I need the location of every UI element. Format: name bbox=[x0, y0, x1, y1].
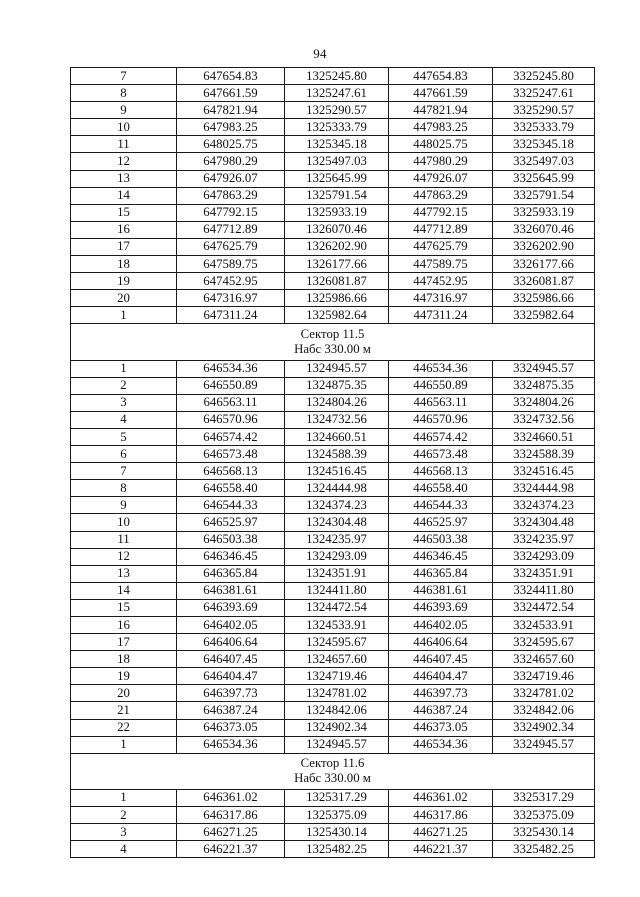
x-msk-cell: 446393.69 bbox=[389, 599, 493, 616]
x-msk-cell: 447712.89 bbox=[389, 221, 493, 238]
y-msk-cell: 3325333.79 bbox=[493, 119, 595, 136]
point-number-cell: 5 bbox=[71, 428, 177, 445]
y-msk-cell: 3324781.02 bbox=[493, 685, 595, 702]
point-number-cell: 8 bbox=[71, 85, 177, 102]
x-coordinate-cell: 646534.36 bbox=[177, 360, 285, 377]
table-row bbox=[71, 634, 595, 651]
coordinates-table bbox=[70, 67, 595, 858]
point-number-cell: 1 bbox=[71, 360, 177, 377]
x-coordinate-cell: 646574.42 bbox=[177, 428, 285, 445]
point-number-cell: 18 bbox=[71, 651, 177, 668]
x-msk-cell: 447863.29 bbox=[389, 187, 493, 204]
y-coordinate-cell: 1324304.48 bbox=[285, 514, 389, 531]
table-row bbox=[71, 651, 595, 668]
table-row bbox=[71, 307, 595, 324]
x-msk-cell: 446568.13 bbox=[389, 463, 493, 480]
table-row bbox=[71, 565, 595, 582]
table-row bbox=[71, 290, 595, 307]
x-coordinate-cell: 647712.89 bbox=[177, 221, 285, 238]
y-msk-cell: 3325245.80 bbox=[493, 68, 595, 85]
y-coordinate-cell: 1324945.57 bbox=[285, 736, 389, 753]
x-coordinate-cell: 647625.79 bbox=[177, 238, 285, 255]
table-row bbox=[71, 789, 595, 806]
y-msk-cell: 3325791.54 bbox=[493, 187, 595, 204]
y-coordinate-cell: 1324842.06 bbox=[285, 702, 389, 719]
y-coordinate-cell: 1325290.57 bbox=[285, 102, 389, 119]
sector-header-row bbox=[71, 324, 595, 360]
y-msk-cell: 3324842.06 bbox=[493, 702, 595, 719]
x-msk-cell: 446525.97 bbox=[389, 514, 493, 531]
y-msk-cell: 3324235.97 bbox=[493, 531, 595, 548]
table-row bbox=[71, 514, 595, 531]
table-row bbox=[71, 428, 595, 445]
y-coordinate-cell: 1324902.34 bbox=[285, 719, 389, 736]
y-coordinate-cell: 1325345.18 bbox=[285, 136, 389, 153]
x-msk-cell: 446558.40 bbox=[389, 480, 493, 497]
x-coordinate-cell: 647452.95 bbox=[177, 273, 285, 290]
page-number: 94 bbox=[313, 46, 327, 61]
point-number-cell: 12 bbox=[71, 548, 177, 565]
x-coordinate-cell: 646361.02 bbox=[177, 789, 285, 806]
sector-absolute-height: Набс 330.00 м bbox=[294, 771, 371, 786]
table-row bbox=[71, 377, 595, 394]
y-msk-cell: 3324945.57 bbox=[493, 736, 595, 753]
x-msk-cell: 447452.95 bbox=[389, 273, 493, 290]
point-number-cell: 4 bbox=[71, 841, 177, 858]
point-number-cell: 3 bbox=[71, 824, 177, 841]
table-row bbox=[71, 204, 595, 221]
x-coordinate-cell: 647792.15 bbox=[177, 204, 285, 221]
point-number-cell: 15 bbox=[71, 204, 177, 221]
y-coordinate-cell: 1325933.19 bbox=[285, 204, 389, 221]
y-coordinate-cell: 1324781.02 bbox=[285, 685, 389, 702]
table-row bbox=[71, 702, 595, 719]
x-coordinate-cell: 646373.05 bbox=[177, 719, 285, 736]
table-row bbox=[71, 273, 595, 290]
sector-absolute-height: Набс 330.00 м bbox=[294, 342, 371, 356]
point-number-cell: 11 bbox=[71, 531, 177, 548]
x-coordinate-cell: 646365.84 bbox=[177, 565, 285, 582]
y-coordinate-cell: 1324351.91 bbox=[285, 565, 389, 582]
coordinates-table-body bbox=[71, 68, 595, 858]
x-coordinate-cell: 647316.97 bbox=[177, 290, 285, 307]
x-msk-cell: 447625.79 bbox=[389, 238, 493, 255]
y-coordinate-cell: 1324444.98 bbox=[285, 480, 389, 497]
table-row bbox=[71, 736, 595, 753]
y-coordinate-cell: 1325482.25 bbox=[285, 841, 389, 858]
x-msk-cell: 446570.96 bbox=[389, 411, 493, 428]
x-msk-cell: 446407.45 bbox=[389, 651, 493, 668]
sector-title: Сектор 11.6 bbox=[300, 755, 365, 770]
sector-title: Сектор 11.5 bbox=[300, 326, 365, 341]
y-coordinate-cell: 1324595.67 bbox=[285, 634, 389, 651]
point-number-cell: 9 bbox=[71, 102, 177, 119]
table-row bbox=[71, 411, 595, 428]
y-msk-cell: 3324595.67 bbox=[493, 634, 595, 651]
x-coordinate-cell: 646570.96 bbox=[177, 411, 285, 428]
y-coordinate-cell: 1324732.56 bbox=[285, 411, 389, 428]
y-coordinate-cell: 1324588.39 bbox=[285, 446, 389, 463]
x-msk-cell: 447316.97 bbox=[389, 290, 493, 307]
x-msk-cell: 446563.11 bbox=[389, 394, 493, 411]
point-number-cell: 11 bbox=[71, 136, 177, 153]
x-msk-cell: 446381.61 bbox=[389, 582, 493, 599]
point-number-cell: 6 bbox=[71, 446, 177, 463]
point-number-cell: 1 bbox=[71, 789, 177, 806]
table-row bbox=[71, 85, 595, 102]
y-msk-cell: 3325497.03 bbox=[493, 153, 595, 170]
y-coordinate-cell: 1324719.46 bbox=[285, 668, 389, 685]
point-number-cell: 10 bbox=[71, 514, 177, 531]
point-number-cell: 1 bbox=[71, 307, 177, 324]
x-coordinate-cell: 646558.40 bbox=[177, 480, 285, 497]
table-row bbox=[71, 394, 595, 411]
point-number-cell: 12 bbox=[71, 153, 177, 170]
x-msk-cell: 446544.33 bbox=[389, 497, 493, 514]
x-coordinate-cell: 648025.75 bbox=[177, 136, 285, 153]
point-number-cell: 17 bbox=[71, 238, 177, 255]
y-msk-cell: 3324804.26 bbox=[493, 394, 595, 411]
x-coordinate-cell: 646271.25 bbox=[177, 824, 285, 841]
y-coordinate-cell: 1326070.46 bbox=[285, 221, 389, 238]
point-number-cell: 19 bbox=[71, 668, 177, 685]
y-msk-cell: 3324657.60 bbox=[493, 651, 595, 668]
table-row bbox=[71, 807, 595, 824]
x-msk-cell: 447654.83 bbox=[389, 68, 493, 85]
x-msk-cell: 446365.84 bbox=[389, 565, 493, 582]
point-number-cell: 13 bbox=[71, 170, 177, 187]
x-coordinate-cell: 646406.64 bbox=[177, 634, 285, 651]
y-msk-cell: 3325375.09 bbox=[493, 807, 595, 824]
x-coordinate-cell: 647654.83 bbox=[177, 68, 285, 85]
y-msk-cell: 3324660.51 bbox=[493, 428, 595, 445]
point-number-cell: 14 bbox=[71, 582, 177, 599]
y-msk-cell: 3326202.90 bbox=[493, 238, 595, 255]
y-coordinate-cell: 1324516.45 bbox=[285, 463, 389, 480]
x-msk-cell: 446406.64 bbox=[389, 634, 493, 651]
x-coordinate-cell: 646221.37 bbox=[177, 841, 285, 858]
table-row bbox=[71, 187, 595, 204]
x-coordinate-cell: 646317.86 bbox=[177, 807, 285, 824]
y-msk-cell: 3324902.34 bbox=[493, 719, 595, 736]
x-msk-cell: 446221.37 bbox=[389, 841, 493, 858]
x-msk-cell: 446573.48 bbox=[389, 446, 493, 463]
y-msk-cell: 3324444.98 bbox=[493, 480, 595, 497]
table-row bbox=[71, 256, 595, 273]
point-number-cell: 4 bbox=[71, 411, 177, 428]
x-coordinate-cell: 646563.11 bbox=[177, 394, 285, 411]
y-coordinate-cell: 1326202.90 bbox=[285, 238, 389, 255]
y-msk-cell: 3324875.35 bbox=[493, 377, 595, 394]
point-number-cell: 15 bbox=[71, 599, 177, 616]
x-msk-cell: 447983.25 bbox=[389, 119, 493, 136]
x-msk-cell: 446574.42 bbox=[389, 428, 493, 445]
y-coordinate-cell: 1324804.26 bbox=[285, 394, 389, 411]
point-number-cell: 20 bbox=[71, 685, 177, 702]
x-coordinate-cell: 647589.75 bbox=[177, 256, 285, 273]
x-msk-cell: 447311.24 bbox=[389, 307, 493, 324]
table-row bbox=[71, 136, 595, 153]
point-number-cell: 19 bbox=[71, 273, 177, 290]
point-number-cell: 2 bbox=[71, 377, 177, 394]
y-msk-cell: 3324588.39 bbox=[493, 446, 595, 463]
table-row bbox=[71, 102, 595, 119]
y-coordinate-cell: 1325375.09 bbox=[285, 807, 389, 824]
table-row bbox=[71, 841, 595, 858]
point-number-cell: 14 bbox=[71, 187, 177, 204]
y-msk-cell: 3324732.56 bbox=[493, 411, 595, 428]
y-coordinate-cell: 1324533.91 bbox=[285, 617, 389, 634]
x-coordinate-cell: 646397.73 bbox=[177, 685, 285, 702]
x-msk-cell: 446402.05 bbox=[389, 617, 493, 634]
x-msk-cell: 447661.59 bbox=[389, 85, 493, 102]
table-row bbox=[71, 463, 595, 480]
y-coordinate-cell: 1326081.87 bbox=[285, 273, 389, 290]
point-number-cell: 2 bbox=[71, 807, 177, 824]
table-row bbox=[71, 238, 595, 255]
table-row bbox=[71, 221, 595, 238]
x-coordinate-cell: 646404.47 bbox=[177, 668, 285, 685]
x-msk-cell: 446503.38 bbox=[389, 531, 493, 548]
y-coordinate-cell: 1325645.99 bbox=[285, 170, 389, 187]
table-row bbox=[71, 531, 595, 548]
point-number-cell: 18 bbox=[71, 256, 177, 273]
y-msk-cell: 3325290.57 bbox=[493, 102, 595, 119]
y-coordinate-cell: 1325333.79 bbox=[285, 119, 389, 136]
y-msk-cell: 3325982.64 bbox=[493, 307, 595, 324]
y-coordinate-cell: 1324660.51 bbox=[285, 428, 389, 445]
x-msk-cell: 447926.07 bbox=[389, 170, 493, 187]
y-msk-cell: 3324374.23 bbox=[493, 497, 595, 514]
y-msk-cell: 3325482.25 bbox=[493, 841, 595, 858]
x-coordinate-cell: 646525.97 bbox=[177, 514, 285, 531]
x-msk-cell: 446317.86 bbox=[389, 807, 493, 824]
table-row bbox=[71, 170, 595, 187]
table-row bbox=[71, 548, 595, 565]
point-number-cell: 7 bbox=[71, 68, 177, 85]
y-coordinate-cell: 1325247.61 bbox=[285, 85, 389, 102]
y-coordinate-cell: 1324293.09 bbox=[285, 548, 389, 565]
x-coordinate-cell: 647311.24 bbox=[177, 307, 285, 324]
y-msk-cell: 3324293.09 bbox=[493, 548, 595, 565]
sector-header-row bbox=[71, 753, 595, 789]
table-row bbox=[71, 582, 595, 599]
x-msk-cell: 446373.05 bbox=[389, 719, 493, 736]
table-row bbox=[71, 480, 595, 497]
x-msk-cell: 447589.75 bbox=[389, 256, 493, 273]
x-coordinate-cell: 646346.45 bbox=[177, 548, 285, 565]
y-msk-cell: 3325317.29 bbox=[493, 789, 595, 806]
x-coordinate-cell: 646573.48 bbox=[177, 446, 285, 463]
point-number-cell: 1 bbox=[71, 736, 177, 753]
y-msk-cell: 3325986.66 bbox=[493, 290, 595, 307]
table-row bbox=[71, 599, 595, 616]
x-coordinate-cell: 646387.24 bbox=[177, 702, 285, 719]
y-msk-cell: 3324533.91 bbox=[493, 617, 595, 634]
y-msk-cell: 3326081.87 bbox=[493, 273, 595, 290]
x-msk-cell: 446550.89 bbox=[389, 377, 493, 394]
table-row bbox=[71, 360, 595, 377]
x-msk-cell: 446346.45 bbox=[389, 548, 493, 565]
y-msk-cell: 3325430.14 bbox=[493, 824, 595, 841]
y-msk-cell: 3324516.45 bbox=[493, 463, 595, 480]
sector-header bbox=[71, 753, 595, 789]
y-coordinate-cell: 1325497.03 bbox=[285, 153, 389, 170]
y-msk-cell: 3325345.18 bbox=[493, 136, 595, 153]
y-msk-cell: 3325933.19 bbox=[493, 204, 595, 221]
x-coordinate-cell: 646544.33 bbox=[177, 497, 285, 514]
x-coordinate-cell: 646402.05 bbox=[177, 617, 285, 634]
y-coordinate-cell: 1325982.64 bbox=[285, 307, 389, 324]
y-coordinate-cell: 1325245.80 bbox=[285, 68, 389, 85]
x-msk-cell: 447821.94 bbox=[389, 102, 493, 119]
point-number-cell: 3 bbox=[71, 394, 177, 411]
point-number-cell: 21 bbox=[71, 702, 177, 719]
x-coordinate-cell: 646381.61 bbox=[177, 582, 285, 599]
x-msk-cell: 446404.47 bbox=[389, 668, 493, 685]
y-coordinate-cell: 1324472.54 bbox=[285, 599, 389, 616]
table-row bbox=[71, 668, 595, 685]
x-coordinate-cell: 647661.59 bbox=[177, 85, 285, 102]
x-coordinate-cell: 646534.36 bbox=[177, 736, 285, 753]
x-coordinate-cell: 647863.29 bbox=[177, 187, 285, 204]
point-number-cell: 16 bbox=[71, 221, 177, 238]
x-msk-cell: 448025.75 bbox=[389, 136, 493, 153]
x-coordinate-cell: 647983.25 bbox=[177, 119, 285, 136]
x-coordinate-cell: 646568.13 bbox=[177, 463, 285, 480]
point-number-cell: 13 bbox=[71, 565, 177, 582]
point-number-cell: 7 bbox=[71, 463, 177, 480]
x-coordinate-cell: 646503.38 bbox=[177, 531, 285, 548]
point-number-cell: 22 bbox=[71, 719, 177, 736]
point-number-cell: 20 bbox=[71, 290, 177, 307]
table-row bbox=[71, 824, 595, 841]
y-coordinate-cell: 1325986.66 bbox=[285, 290, 389, 307]
x-coordinate-cell: 647926.07 bbox=[177, 170, 285, 187]
x-coordinate-cell: 646407.45 bbox=[177, 651, 285, 668]
x-coordinate-cell: 646550.89 bbox=[177, 377, 285, 394]
point-number-cell: 10 bbox=[71, 119, 177, 136]
table-row bbox=[71, 685, 595, 702]
y-msk-cell: 3324351.91 bbox=[493, 565, 595, 582]
x-msk-cell: 446271.25 bbox=[389, 824, 493, 841]
y-msk-cell: 3324945.57 bbox=[493, 360, 595, 377]
y-coordinate-cell: 1324411.80 bbox=[285, 582, 389, 599]
x-coordinate-cell: 646393.69 bbox=[177, 599, 285, 616]
x-msk-cell: 447980.29 bbox=[389, 153, 493, 170]
x-coordinate-cell: 647821.94 bbox=[177, 102, 285, 119]
x-msk-cell: 447792.15 bbox=[389, 204, 493, 221]
y-coordinate-cell: 1325317.29 bbox=[285, 789, 389, 806]
y-coordinate-cell: 1324235.97 bbox=[285, 531, 389, 548]
y-coordinate-cell: 1324374.23 bbox=[285, 497, 389, 514]
y-coordinate-cell: 1324657.60 bbox=[285, 651, 389, 668]
sector-header bbox=[71, 324, 595, 360]
x-msk-cell: 446397.73 bbox=[389, 685, 493, 702]
y-msk-cell: 3324304.48 bbox=[493, 514, 595, 531]
table-row bbox=[71, 719, 595, 736]
table-row bbox=[71, 119, 595, 136]
point-number-cell: 8 bbox=[71, 480, 177, 497]
y-msk-cell: 3326070.46 bbox=[493, 221, 595, 238]
table-row bbox=[71, 68, 595, 85]
y-msk-cell: 3324719.46 bbox=[493, 668, 595, 685]
y-msk-cell: 3324411.80 bbox=[493, 582, 595, 599]
x-msk-cell: 446534.36 bbox=[389, 736, 493, 753]
y-msk-cell: 3325247.61 bbox=[493, 85, 595, 102]
table-row bbox=[71, 446, 595, 463]
x-coordinate-cell: 647980.29 bbox=[177, 153, 285, 170]
x-msk-cell: 446361.02 bbox=[389, 789, 493, 806]
table-row bbox=[71, 153, 595, 170]
y-coordinate-cell: 1324875.35 bbox=[285, 377, 389, 394]
table-row bbox=[71, 497, 595, 514]
y-coordinate-cell: 1326177.66 bbox=[285, 256, 389, 273]
y-coordinate-cell: 1325791.54 bbox=[285, 187, 389, 204]
y-coordinate-cell: 1325430.14 bbox=[285, 824, 389, 841]
point-number-cell: 9 bbox=[71, 497, 177, 514]
table-row bbox=[71, 617, 595, 634]
y-msk-cell: 3326177.66 bbox=[493, 256, 595, 273]
x-msk-cell: 446534.36 bbox=[389, 360, 493, 377]
y-msk-cell: 3325645.99 bbox=[493, 170, 595, 187]
point-number-cell: 17 bbox=[71, 634, 177, 651]
y-msk-cell: 3324472.54 bbox=[493, 599, 595, 616]
x-msk-cell: 446387.24 bbox=[389, 702, 493, 719]
y-coordinate-cell: 1324945.57 bbox=[285, 360, 389, 377]
point-number-cell: 16 bbox=[71, 617, 177, 634]
